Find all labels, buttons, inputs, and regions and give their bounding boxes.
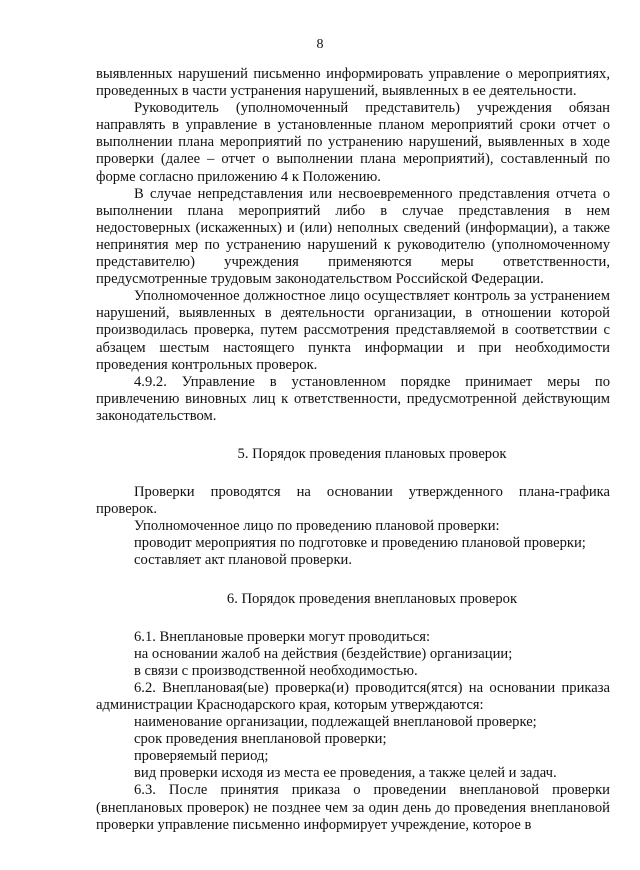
- list-item-complaints: на основании жалоб на действия (бездействие) организации;: [134, 645, 513, 662]
- spacer: [96, 463, 610, 484]
- spacer: [96, 425, 610, 446]
- section-6-heading: 6. Порядок проведения внеплановых проверок: [226, 590, 518, 607]
- paragraph-4-9-2: 4.9.2. Управление в установленном порядке принимает меры по привлечению виновных лиц к ответственности, предусмотренной действующим законодательством.: [96, 373, 610, 424]
- list-item-period: проверяемый период;: [134, 748, 269, 765]
- paragraph-6-3: 6.3. После принятия приказа о проведении внеплановой проверки (внеплановых проверок) не позднее чем за один день до проведения внеплановой проверки управление письменно информирует учреждение, которое в: [96, 782, 610, 833]
- paragraph-report-obligation: Руководитель (уполномоченный представитель) учреждения обязан направлять в управление в установленные планом мероприятий сроки отчет о выполнении плана мероприятий по устранению нарушений, выявленных в ходе проверки (далее – отчет о выполнении плана мероприятий), составленный по форме согласно приложению 4 к Положению.: [96, 100, 610, 185]
- paragraph-6-2: 6.2. Внеплановая(ые) проверка(и) проводится(ятся) на основании приказа администрации Краснодарского края, которым утверждаются:: [96, 679, 610, 713]
- paragraph-planned-basis: Проверки проводятся на основании утвержденного плана-графика проверок.: [96, 484, 610, 518]
- spacer: [96, 570, 610, 591]
- list-item-prepares: проводит мероприятия по подготовке и проведению плановой проверки;: [134, 535, 586, 552]
- list-item-inspection-term: срок проведения внеплановой проверки;: [134, 731, 387, 748]
- list-item-production-need: в связи с производственной необходимостью.: [134, 662, 418, 679]
- paragraph-6-1: 6.1. Внеплановые проверки могут проводиться:: [134, 628, 431, 645]
- paragraph-continuation: выявленных нарушений письменно информировать управление о мероприятиях, проведенных в части устранения нарушений, выявленных в ее деятельности.: [96, 66, 610, 100]
- list-item-draws-act: составляет акт плановой проверки.: [134, 552, 353, 569]
- paragraph-failure-to-report: В случае непредставления или несвоевременного представления отчета о выполнении плана мероприятий либо в случае представления в нем недостоверных (искаженных) и (или) неполных сведений (информации), а также непринятия мер по устранению нарушений к руководителю (уполномоченному представителю) учреждения применяются меры ответственности, предусмотренные трудовым законодательством Российской Федерации.: [96, 185, 610, 288]
- list-item-organization-name: наименование организации, подлежащей внеплановой проверке;: [134, 714, 537, 731]
- page-number: 8: [316, 37, 324, 52]
- list-item-inspection-type: вид проверки исходя из места ее проведения, а также целей и задач.: [134, 765, 557, 782]
- spacer: [96, 608, 610, 629]
- document-body: [96, 66, 610, 834]
- section-5-heading: 5. Порядок проведения плановых проверок: [237, 445, 507, 462]
- paragraph-control: Уполномоченное должностное лицо осуществляет контроль за устранением нарушений, выявленных в деятельности организации, в отношении которой производилась проверка, путем рассмотрения представляемой в соответствии с абзацем шестым настоящего пункта информации и при необходимости проведения контрольных проверок.: [96, 288, 610, 373]
- paragraph-authorized-person: Уполномоченное лицо по проведению плановой проверки:: [134, 518, 500, 535]
